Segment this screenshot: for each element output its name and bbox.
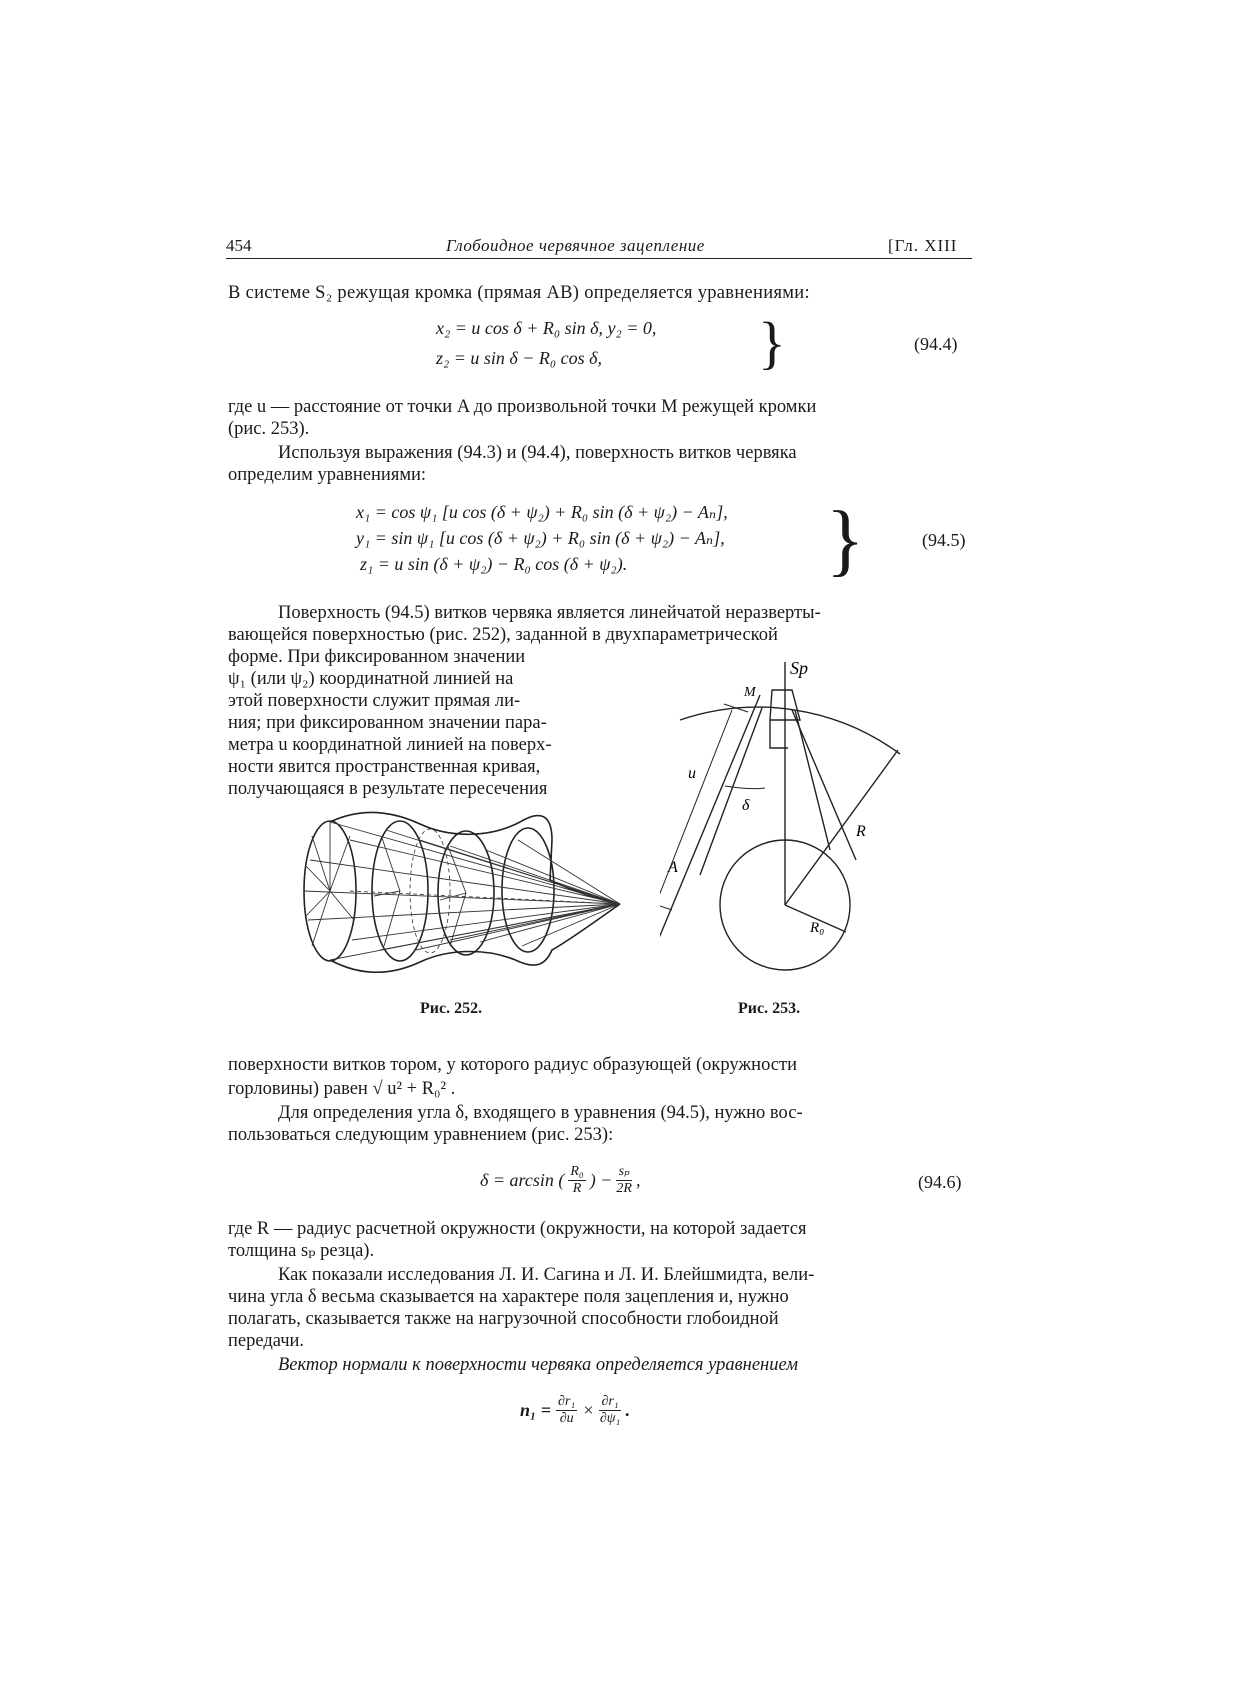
paragraph-surface-1: Поверхность (94.5) витков червяка является линейчатой неразверты- [278,603,821,623]
paragraph-surface-8: ности явится пространственная кривая, [228,757,541,777]
running-title: Глобоидное червячное зацепление [446,236,705,255]
equation-94-4-line-1: x₂ = u cos δ + R₀ sin δ, y₂ = 0, [436,318,657,338]
paragraph-u-def-1: где u — расстояние от точки A до произвольной точки M режущей кромки [228,397,817,417]
sp-label: Sp [790,658,808,678]
figure-252-worm-surface [290,800,630,990]
delta-label: δ [742,797,750,814]
normal-vector-lhs: n₁ = [520,1400,552,1420]
figure-253-caption: Рис. 253. [738,1000,801,1017]
fraction-dr-dpsi-denominator: ∂ψ₁ [599,1411,621,1426]
paragraph-surface-7: метра u координатной линией на поверх- [228,735,552,755]
paragraph-using-2: определим уравнениями: [228,465,427,485]
paragraph-surface-4: ψ₁ (или ψ₂) координатной линией на [228,669,514,689]
paragraph-r-def-2: толщина sₚ резца). [228,1241,375,1261]
paragraph-torus-2: горловины) равен √ u² + R₀² . [228,1079,456,1099]
paragraph-research-2: чина угла δ весьма сказывается на характере поля зацепления и, нужно [228,1287,789,1307]
equation-94-5-line-2: y₁ = sin ψ₁ [u cos (δ + ψ₂) + R₀ sin (δ + ψ₂) − Aₙ], [356,528,725,548]
r0-label: R₀ [810,920,825,936]
fraction-sp-over-2r [616,1164,632,1197]
equation-94-5-number: (94.5) [922,530,966,550]
u-label: u [688,765,696,782]
paragraph-using-1: Используя выражения (94.3) и (94.4), поверхность витков червяка [278,443,797,463]
chapter-label: [Гл. XIII [888,236,958,255]
fraction-r0-over-r-numerator: R₀ [570,1164,584,1179]
page-number: 454 [226,236,252,255]
paragraph-surface-2: вающейся поверхностью (рис. 252), заданной в двухпараметрической [228,625,778,645]
fraction-r0-over-r-denominator: R [572,1181,582,1196]
paragraph-surface-6: ния; при фиксированном значении пара- [228,713,547,733]
cross-product-symbol: × [582,1400,595,1420]
paragraph-surface-5: этой поверхности служит прямая ли- [228,691,521,711]
brace-94-4: } [758,310,786,375]
r-label: R [856,823,866,840]
equation-94-5-line-3: z₁ = u sin (δ + ψ₂) − R₀ cos (δ + ψ₂). [360,554,628,574]
fraction-dr-du-numerator: ∂r₁ [558,1394,576,1409]
figure-252-caption: Рис. 252. [420,1000,483,1017]
equation-94-6-mid: ) − [589,1170,613,1190]
figure-253-cutter-diagram [660,650,960,990]
equation-94-5-line-1: x₁ = cos ψ₁ [u cos (δ + ψ₂) + R₀ sin (δ + ψ₂) − Aₙ], [356,502,728,522]
paragraph-delta-1: Для определения угла δ, входящего в уравнения (94.5), нужно вос- [278,1103,803,1123]
paragraph-u-def-2: (рис. 253). [228,419,310,439]
equation-94-4-number: (94.4) [914,334,958,354]
paragraph-normal-vector: Вектор нормали к поверхности червяка определяется уравнением [278,1355,799,1375]
fraction-sp-over-2r-numerator: sₚ [616,1164,632,1181]
paragraph-r-def-1: где R — радиус расчетной окружности (окружности, на которой задается [228,1219,807,1239]
m-label: M [744,685,756,700]
equation-94-6-lhs: δ = arcsin ( [480,1170,565,1190]
paragraph-intro: В системе S₂ режущая кромка (прямая AB) определяется уравнениями: [228,283,810,303]
normal-vector-tail: . [625,1400,631,1420]
fraction-dr-dpsi-numerator: ∂r₁ [601,1394,619,1409]
equation-94-6-tail: , [635,1170,641,1190]
a-label: A [668,859,678,876]
fraction-dr-dpsi [599,1394,620,1427]
equation-normal-vector [520,1394,630,1427]
fraction-dr-du-denominator: ∂u [559,1411,574,1426]
fraction-sp-over-2r-denominator: 2R [616,1181,632,1196]
equation-94-6 [480,1164,640,1197]
paragraph-delta-2: пользоваться следующим уравнением (рис. 253): [228,1125,614,1145]
header-rule [226,258,972,259]
fraction-r0-over-r [568,1164,585,1197]
paragraph-research-4: передачи. [228,1331,305,1351]
equation-94-6-number: (94.6) [918,1172,962,1192]
paragraph-surface-9: получающаяся в результате пересечения [228,779,548,799]
paragraph-surface-3: форме. При фиксированном значении [228,647,526,667]
paragraph-research-1: Как показали исследования Л. И. Сагина и Л. И. Блейшмидта, вели- [278,1265,815,1285]
equation-94-4-line-2: z₂ = u sin δ − R₀ cos δ, [436,348,603,368]
fraction-dr-du [556,1394,577,1427]
paragraph-research-3: полагать, сказывается также на нагрузочной способности глобоидной [228,1309,779,1329]
brace-94-5: } [826,496,865,584]
paragraph-torus-1: поверхности витков тором, у которого радиус образующей (окружности [228,1055,797,1075]
